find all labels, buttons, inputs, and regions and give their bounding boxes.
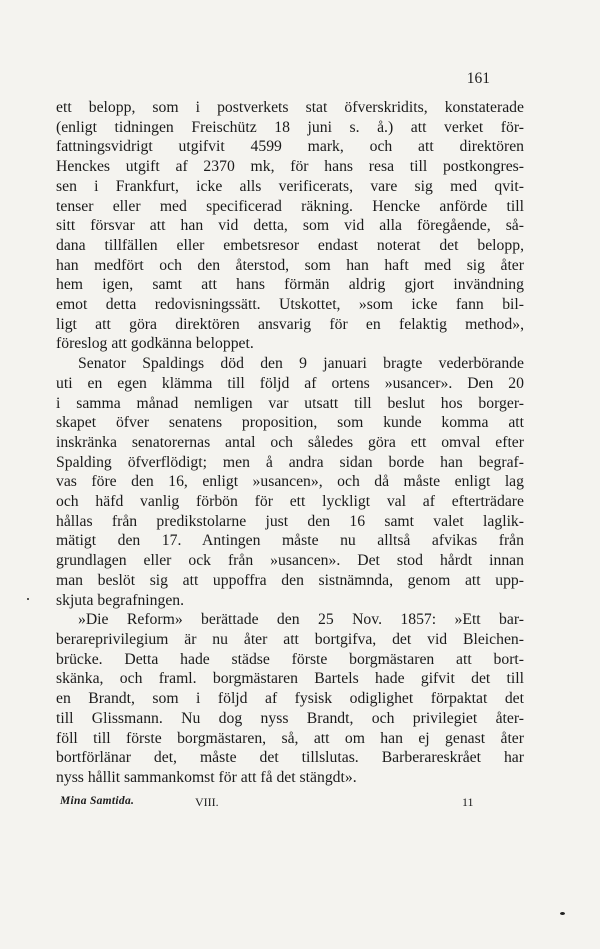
text-line: (enligt tidningen Freischütz 18 juni s. å.) att verket för- (56, 118, 524, 136)
text-line: fattningsvidrigt utgifvit 4599 mark, och att direktören (56, 138, 524, 156)
text-line: sen i Frankfurt, icke alls verificerats, vare sig med qvit- (56, 177, 524, 195)
text-line: brücke. Detta hade städse förste borgmästaren att bort- (56, 650, 524, 668)
text-line: grundlagen eller ock från »usancen». Det stod hårdt innan (56, 552, 524, 570)
text-line: emot detta redovisningssätt. Utskottet, »som icke fann bil- (56, 296, 524, 314)
text-line: inskränka senatorernas antal och således göra ett omval efter (56, 433, 524, 451)
text-line: hållas från predikstolarne just den 16 samt valet laglik- (56, 512, 524, 530)
text-line: Senator Spaldings död den 9 januari bragte vederbörande (78, 355, 524, 373)
paragraph-3 (56, 610, 524, 787)
text-line: och häfd vanlig förbön för ett lyckligt val af efterträdare (56, 493, 524, 511)
text-line: vas före den 16, enligt »usancen», och då måste enligt lag (56, 473, 524, 491)
ink-speck-decoration (560, 912, 565, 915)
ink-speck-decoration (27, 598, 29, 600)
text-line: bortförlänar det, måste det tillslutas. Barberareskrået har (56, 749, 524, 767)
body-text (56, 98, 524, 788)
page-number: 161 (466, 70, 490, 87)
footer-signature-number: 11 (462, 795, 474, 809)
text-line: ett belopp, som i postverkets stat öfverskridits, konstaterade (56, 99, 524, 116)
text-line: uti en egen klämma till följd af ortens »usancer». Den 20 (56, 374, 524, 392)
text-line: skapet öfver senatens proposition, som kunde komma att (56, 414, 524, 432)
text-line: »Die Reform» berättade den 25 Nov. 1857: »Ett bar- (78, 611, 524, 629)
text-line: dana tillfällen eller embetsresor endast noterat det belopp, (56, 236, 524, 254)
text-line: tenser eller med specificerad räkning. Hencke anförde till (56, 197, 524, 215)
text-line: skjuta begrafningen. (56, 591, 185, 609)
text-line: skänka, och framl. borgmästaren Bartels hade gifvit det till (56, 670, 524, 688)
text-line: ligt att göra direktören ansvarig för en felaktig method», (56, 315, 524, 333)
footer-signature: Mina Samtida. (60, 795, 135, 807)
text-line: Spalding öfverflödigt; men å andra sidan borde han begraf- (56, 453, 524, 471)
text-line: hem igen, samt att hans förmän aldrig gjort invändning (56, 276, 524, 294)
text-line: i samma månad nemligen var utsatt till beslut hos borger- (56, 394, 524, 412)
paragraph-2 (56, 354, 524, 610)
text-line: nyss hållit sammankomst för att få det stängdt». (56, 768, 357, 786)
text-line: sitt försvar att han vid detta, som vid alla föregående, så- (56, 217, 524, 235)
text-line: till Glissmann. Nu dog nyss Brandt, och privilegiet åter- (56, 709, 524, 727)
text-line: berareprivilegium är nu åter att bortgifva, det vid Bleichen- (56, 630, 524, 648)
text-line: Henckes utgift af 2370 mk, för hans resa till postkongres- (56, 158, 524, 176)
text-line: föreslog att godkänna beloppet. (56, 335, 254, 353)
footer-volume: VIII. (195, 795, 219, 809)
text-line: mätigt den 17. Antingen måste nu alltså afvikas från (56, 532, 524, 550)
text-line: föll till förste borgmästaren, så, att om han ej genast åter (56, 729, 524, 747)
paragraph-1 (56, 98, 524, 354)
text-line: han medfört och den återstod, som han haft med sig åter (56, 256, 524, 274)
text-line: en Brandt, som i följd af fysisk odiglighet förpaktat det (56, 690, 524, 708)
text-line: man beslöt sig att uppoffra den sistnämnda, genom att upp- (56, 571, 524, 589)
